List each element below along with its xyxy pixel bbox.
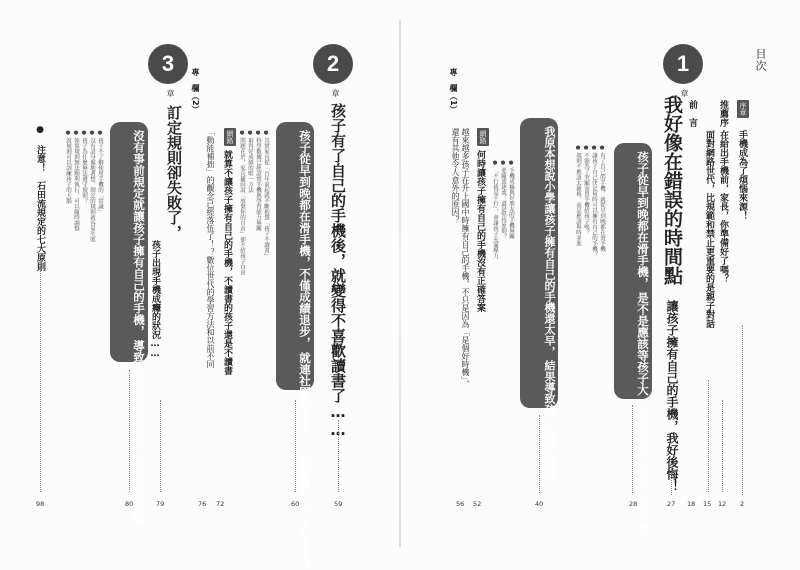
ch3-bullet-4: ● 如果規則無法順利執行，可以隨時調整 (72, 130, 79, 231)
chapter-3-badge: 3 (148, 44, 188, 84)
ch3-title-leader (160, 400, 161, 492)
ch1-bullet-4: ● 規則不應該太嚴格，而是應該與時並進 (574, 145, 581, 246)
ch3-page: 79 (156, 500, 164, 508)
ch3-bullet-1: ● 孩子不了解使用手機的「常識」 (96, 130, 103, 215)
ch1-column-line3[interactable]: 還有其他令人意外的原因？ (451, 128, 460, 224)
ch1-q2-line2: 結果導致孩子與朋友疏遠…… (522, 360, 556, 503)
ch1-q2-page: 40 (535, 500, 543, 508)
ch1-q1-leader (632, 405, 633, 493)
ch2-column-tag: 網路 (224, 128, 236, 146)
ch2-q-line2: 就連社團也退出了，我很擔心孩子的未來！ (278, 352, 312, 570)
ch2-bullet-4: ● 問題在於，家長屢因說「放棄你的自由」卻不給孩子自由 (238, 130, 245, 275)
ch3-bullet-5: ● 說規則可以訓練孩子的大腦 (64, 130, 71, 204)
ch3-title-line2[interactable]: 孩子出現手機成癮的狀況…… (150, 240, 160, 359)
recommend-page1: 12 (718, 500, 726, 508)
ch1-bullet-2: ● 讓孩子自己決定何時可以擁有自己的手機？ (590, 145, 597, 257)
ch1-bullet2-2: ● 要隨波逐流，還是堅持原則？ (499, 160, 506, 239)
ch2-page: 59 (334, 500, 342, 508)
prologue-tag: 序章 (737, 100, 749, 118)
chapter-1-zh: 章 (679, 89, 690, 97)
ch2-title[interactable]: 孩子有了自己的手機後，就變得不喜歡讀書了…… (330, 103, 346, 439)
foreword-label: 前 言 (687, 100, 697, 127)
prologue-title[interactable]: 手機成為了煩惱來源！ (737, 130, 747, 220)
foreword-title-rest[interactable]: 讓孩子擁有自己的手機，我好後悔！ (665, 300, 678, 492)
ch2-q-pill[interactable] (276, 122, 314, 390)
foreword-leader (671, 470, 672, 495)
ch1-q1-line1: 孩子從早到晚都在滑手機， (616, 151, 650, 289)
prologue-page: 2 (740, 500, 744, 508)
foreword-page: 18 (687, 500, 695, 508)
ch1-q1-page: 28 (629, 500, 637, 508)
ch1-column-tag: 網路 (477, 128, 489, 146)
ch3-q-pill[interactable] (110, 122, 148, 362)
ch1-bullet-3: ● 不能為了突顯而買手機給孩子嗎？ (582, 145, 589, 235)
toc-label: 目次 (752, 48, 768, 72)
recommend-page2: 15 (703, 500, 711, 508)
ch2-bullet-1: ● 其實家長從「百年前起就不斷抱怨「孩子不讀書」 (262, 130, 269, 259)
ch1-column-page2: 56 (456, 500, 464, 508)
ch3-bullet-3: ● 孩子為什麼無法遵守規則？ (80, 130, 87, 204)
ch1-q2-pill[interactable] (520, 118, 558, 408)
ch1-column-line2[interactable]: 越來越多孩子在升上國中時擁有自己的手機，不只是因為「是個好時機」， (461, 128, 470, 388)
foreword-page-b: 27 (667, 500, 675, 508)
ch2-bullet-2: ● 科學數據已經證實手機與學習能力無關 (254, 130, 261, 231)
ch3-note-page: 98 (36, 500, 44, 508)
recommend-tag: 推薦序 (718, 100, 728, 127)
ch1-q2-line1: 我原本想說小學讓孩子擁有自己的手機還太早， (522, 126, 556, 357)
special-column-2-label: 專 欄（2） (190, 68, 201, 114)
ch1-column-line1[interactable]: 何時讓孩子擁有自己的手機沒有正確答案 (475, 150, 485, 312)
chapter-2-badge: 2 (313, 44, 353, 84)
ch1-q2-leader (539, 415, 540, 493)
ch2-column-line1[interactable]: 就算不讓孩子擁有自己的手機，不讀書的孩子還是不讀書 (222, 150, 232, 375)
prologue-leader (742, 325, 743, 495)
ch2-title-leader (338, 420, 339, 492)
ch2-q-leader (295, 400, 296, 492)
ch2-column-line2[interactable]: 「動能補拙」的觀念已經落伍了！？數位世代的學習方法和以前不同 (206, 128, 215, 368)
ch1-q1-line2: 是不是應該等孩子大一點再讓孩子有自己的手機？ (616, 292, 650, 545)
ch3-note-leader (40, 270, 41, 492)
ch3-q-line2: 導致孩子沉迷於手機，甚至日夜顛倒…… (112, 340, 146, 547)
ch1-q1-pill[interactable] (614, 143, 652, 399)
ch1-column-page1: 52 (473, 500, 481, 508)
ch3-title-line1[interactable]: 訂定規則卻失敗了， (166, 105, 182, 240)
recommend-leader2 (708, 380, 709, 492)
recommend-line2[interactable]: 面對網路世代，比規範和禁止更重要的是親子對話 (704, 130, 714, 328)
ch3-bullet-2: ● 沒有設身處地著想，制定的規則就容易失敗 (88, 130, 95, 242)
ch3-q-page: 80 (125, 500, 133, 508)
ch3-q-leader (129, 370, 130, 492)
ch2-q-line1: 孩子從早到晚都在滑手機，不僅成績退步， (278, 130, 312, 349)
special-column-1-label: 專 欄（1） (448, 68, 459, 114)
ch3-note[interactable]: ● 注意！ 石田流規定的七大原則 (35, 125, 45, 271)
recommend-leader1 (722, 400, 723, 492)
ch1-bullet2-3: ● 「不行就是不行」，會讓孩子充滿壓力 (491, 160, 498, 259)
ch1-bullet-1: ● 有了自己的手機，就從早到晚都在滑手機 (598, 145, 605, 252)
chapter-1-badge: 1 (663, 44, 703, 84)
ch1-bullet2-1: ● 手機成癮與好朋友的手機無關 (507, 160, 514, 239)
ch2-q-page: 60 (291, 500, 299, 508)
ch2-column-page2: 76 (198, 500, 206, 508)
chapter-2-zh: 章 (330, 89, 341, 97)
ch2-bullet-3: ● 取得好成績的唯一方法 (246, 130, 253, 193)
book-spine (399, 20, 401, 547)
foreword-title-big[interactable]: 我好像在錯誤的時間點 (662, 95, 682, 285)
ch2-column-page1: 72 (216, 500, 224, 508)
recommend-line1[interactable]: 在給出手機前，家長，你準備好了嗎？ (718, 130, 728, 283)
chapter-3-zh: 章 (165, 89, 176, 97)
ch3-q-line1: 沒有事前規定就讓孩子擁有自己的手機， (112, 130, 146, 337)
